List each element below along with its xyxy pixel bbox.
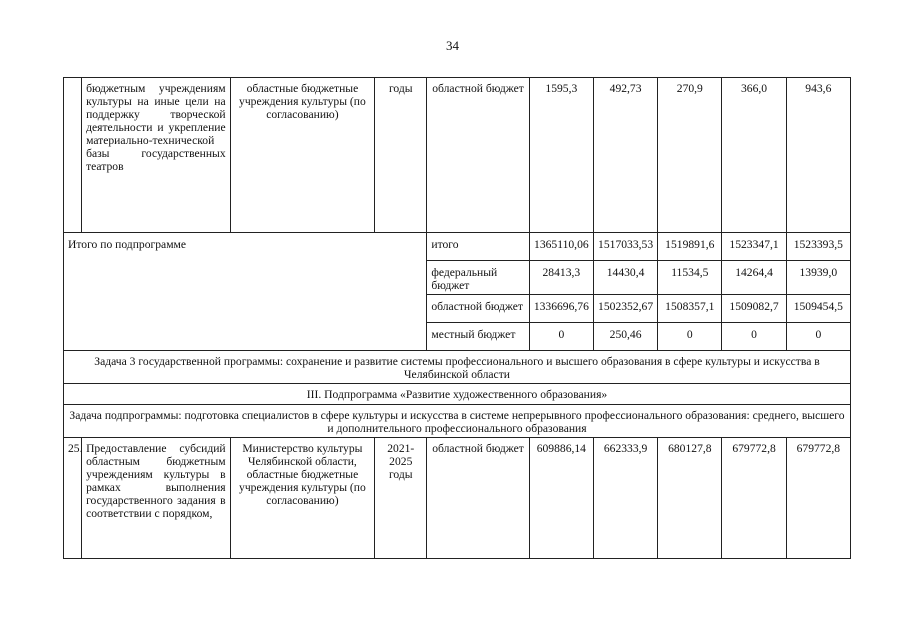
value-cell: 1365110,06 [529,233,593,261]
value-cell: 1502352,67 [593,295,657,323]
value-cell: 14430,4 [593,261,657,295]
source-cell: областной бюджет [427,78,529,233]
subprogram-title: III. Подпрограмма «Развитие художественного образования» [64,384,851,405]
value-cell: 943,6 [786,78,850,233]
value-cell: 0 [722,323,786,351]
row-index-cell [64,78,82,233]
event-cell: Предоставление субсидий областным бюджетным учреждениям культуры в рамках выполнения государственного задания в соответствии с порядком, [82,438,231,559]
years-cell: годы [375,78,427,233]
executor-cell: областные бюджетные учреждения культуры (по согласованию) [230,78,375,233]
value-cell: 1517033,53 [593,233,657,261]
source-cell: федеральный бюджет [427,261,529,295]
table-row [64,233,851,261]
program-task-heading: Задача 3 государственной программы: сохранение и развитие системы профессионального и высшего образования в сфере культуры и искусства в Челябинской области [64,351,851,384]
row-index-cell: 25. [64,438,82,559]
value-cell: 609886,14 [529,438,593,559]
table-row [64,351,851,384]
value-cell: 11534,5 [658,261,722,295]
value-cell: 0 [529,323,593,351]
value-cell: 1519891,6 [658,233,722,261]
value-cell: 679772,8 [722,438,786,559]
value-cell: 250,46 [593,323,657,351]
page-number: 34 [446,38,459,53]
table-row [64,384,851,405]
value-cell: 14264,4 [722,261,786,295]
source-cell: областной бюджет [427,295,529,323]
value-cell: 366,0 [722,78,786,233]
value-cell: 28413,3 [529,261,593,295]
value-cell: 0 [786,323,850,351]
source-cell: областной бюджет [427,438,529,559]
subtotal-label: Итого по подпрограмме [64,233,427,351]
value-cell: 1595,3 [529,78,593,233]
table-row [64,438,851,559]
value-cell: 1508357,1 [658,295,722,323]
subprogram-task-heading: Задача подпрограммы: подготовка специалистов в сфере культуры и искусства в системе непрерывного профессионального образования: среднего, высшего и дополнительного профессионального образования [64,405,851,438]
value-cell: 1509454,5 [786,295,850,323]
budget-table [63,77,851,559]
value-cell: 270,9 [658,78,722,233]
event-cell: бюджетным учреждениям культуры на иные цели на поддержку творческой деятельности и укрепление материально-технической базы государственных театров [82,78,231,233]
value-cell: 1509082,7 [722,295,786,323]
years-cell: 2021-2025 годы [375,438,427,559]
value-cell: 662333,9 [593,438,657,559]
executor-cell: Министерство культуры Челябинской области, областные бюджетные учреждения культуры (по согласованию) [230,438,375,559]
value-cell: 13939,0 [786,261,850,295]
value-cell: 1523393,5 [786,233,850,261]
value-cell: 0 [658,323,722,351]
source-cell: итого [427,233,529,261]
source-cell: местный бюджет [427,323,529,351]
table-row [64,405,851,438]
value-cell: 492,73 [593,78,657,233]
table-row [64,78,851,233]
value-cell: 1523347,1 [722,233,786,261]
value-cell: 680127,8 [658,438,722,559]
value-cell: 679772,8 [786,438,850,559]
value-cell: 1336696,76 [529,295,593,323]
